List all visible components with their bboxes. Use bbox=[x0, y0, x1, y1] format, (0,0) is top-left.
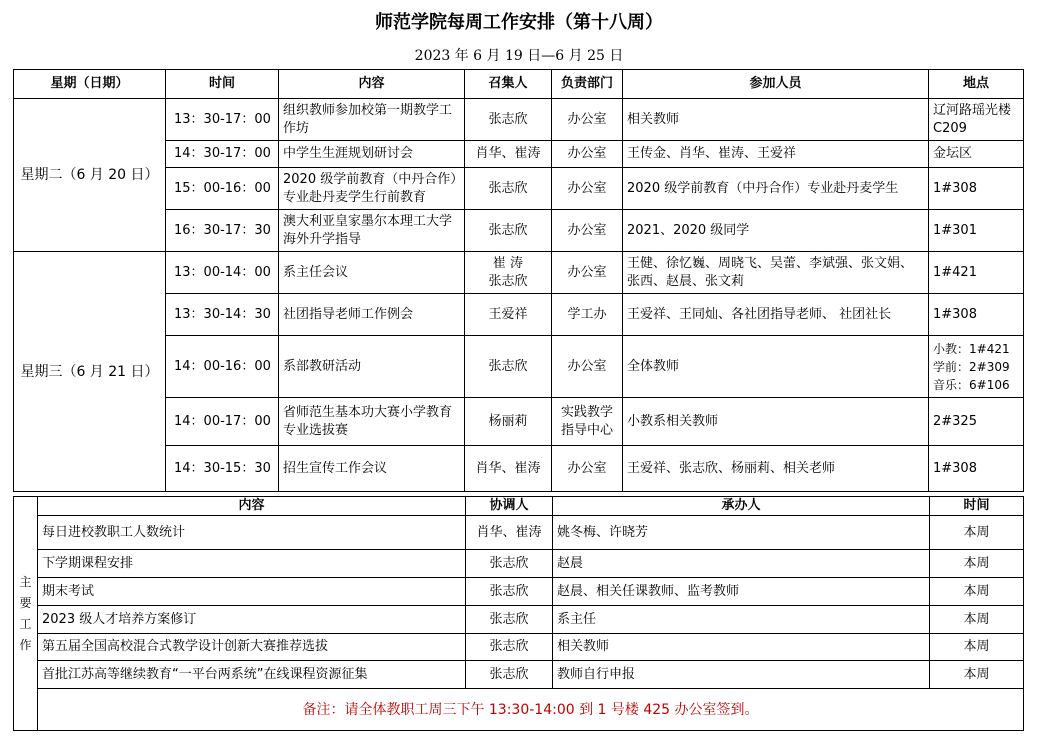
wk-organizer-cell: 教师自行申报 bbox=[553, 661, 930, 689]
content-cell: 澳大利亚皇家墨尔本理工大学海外升学指导 bbox=[279, 210, 465, 252]
convener-cell: 王爱祥 bbox=[465, 294, 552, 336]
time-cell: 13：30-14：30 bbox=[166, 294, 279, 336]
attendees-cell: 王健、徐忆巍、周晓飞、吴蕾、李斌强、张文娟、张西、赵晨、张文莉 bbox=[623, 252, 929, 294]
content-cell: 系部教研活动 bbox=[279, 336, 465, 398]
table-row bbox=[14, 446, 1024, 492]
convener-cell: 肖华、崔涛 bbox=[465, 141, 552, 168]
wk-time-cell: 本周 bbox=[930, 661, 1024, 689]
col-header-convener: 召集人 bbox=[465, 70, 552, 99]
table-row bbox=[14, 661, 1024, 689]
dept-cell: 实践教学指导中心 bbox=[552, 398, 623, 446]
location-cell: 1#308 bbox=[929, 294, 1024, 336]
content-cell: 组织教师参加校第一期教学工作坊 bbox=[279, 99, 465, 141]
attendees-cell: 小教系相关教师 bbox=[623, 398, 929, 446]
content-cell: 省师范生基本功大赛小学教育专业选拔赛 bbox=[279, 398, 465, 446]
wk-organizer-cell: 姚冬梅、许晓芳 bbox=[553, 516, 930, 550]
col-header-day: 星期（日期） bbox=[14, 70, 166, 99]
time-cell: 14：00-17：00 bbox=[166, 398, 279, 446]
wk-organizer-cell: 赵晨、相关任课教师、监考教师 bbox=[553, 578, 930, 606]
wk-coordinator-cell: 张志欣 bbox=[466, 606, 553, 634]
dept-cell: 办公室 bbox=[552, 252, 623, 294]
content-cell: 2020 级学前教育（中丹合作）专业赴丹麦学生行前教育 bbox=[279, 168, 465, 210]
dept-cell: 办公室 bbox=[552, 99, 623, 141]
dept-cell: 办公室 bbox=[552, 168, 623, 210]
wk-coordinator-cell: 张志欣 bbox=[466, 550, 553, 578]
wk-header-content: 内容 bbox=[38, 497, 466, 516]
day-cell: 星期二（6 月 20 日） bbox=[14, 99, 166, 252]
date-range: 2023 年 6 月 19 日—6 月 25 日 bbox=[414, 48, 624, 64]
wk-content-cell: 期末考试 bbox=[38, 578, 466, 606]
dept-cell: 学工办 bbox=[552, 294, 623, 336]
wk-header-coordinator: 协调人 bbox=[466, 497, 553, 516]
wk-organizer-cell: 系主任 bbox=[553, 606, 930, 634]
table-row bbox=[14, 550, 1024, 578]
wk-content-cell: 每日进校教职工人数统计 bbox=[38, 516, 466, 550]
time-cell: 14：30-17：00 bbox=[166, 141, 279, 168]
note-row bbox=[14, 689, 1024, 731]
wk-organizer-cell: 相关教师 bbox=[553, 634, 930, 661]
attendees-cell: 王爱祥、王同灿、各社团指导老师、 社团社长 bbox=[623, 294, 929, 336]
table-row bbox=[14, 516, 1024, 550]
wk-coordinator-cell: 张志欣 bbox=[466, 661, 553, 689]
location-cell: 1#308 bbox=[929, 168, 1024, 210]
wk-organizer-cell: 赵晨 bbox=[553, 550, 930, 578]
schedule-header-row bbox=[14, 70, 1024, 99]
content-cell: 社团指导老师工作例会 bbox=[279, 294, 465, 336]
table-row bbox=[14, 336, 1024, 398]
table-row bbox=[14, 99, 1024, 141]
convener-cell: 张志欣 bbox=[465, 168, 552, 210]
main-work-side-label: 主 要 工 作 bbox=[14, 497, 38, 731]
time-cell: 14：30-15：30 bbox=[166, 446, 279, 492]
page-title: 师范学院每周工作安排（第十八周） bbox=[375, 12, 663, 33]
dept-cell: 办公室 bbox=[552, 141, 623, 168]
note-text: 备注：请全体教职工周三下午 13:30-14:00 到 1 号楼 425 办公室签到。 bbox=[38, 689, 1024, 731]
col-header-attendees: 参加人员 bbox=[623, 70, 929, 99]
table-row bbox=[14, 606, 1024, 634]
location-cell: 1#421 bbox=[929, 252, 1024, 294]
col-header-content: 内容 bbox=[279, 70, 465, 99]
wk-coordinator-cell: 张志欣 bbox=[466, 578, 553, 606]
main-work-header-row bbox=[14, 497, 1024, 516]
table-row bbox=[14, 252, 1024, 294]
col-header-location: 地点 bbox=[929, 70, 1024, 99]
time-cell: 16：30-17：30 bbox=[166, 210, 279, 252]
convener-cell: 肖华、崔涛 bbox=[465, 446, 552, 492]
wk-coordinator-cell: 张志欣 bbox=[466, 634, 553, 661]
dept-cell: 办公室 bbox=[552, 210, 623, 252]
convener-cell: 张志欣 bbox=[465, 99, 552, 141]
main-work-table bbox=[13, 496, 1024, 731]
location-cell: 小教：1#421 学前：2#309 音乐：6#106 bbox=[929, 336, 1024, 398]
wk-header-time: 时间 bbox=[930, 497, 1024, 516]
time-cell: 15：00-16：00 bbox=[166, 168, 279, 210]
dept-cell: 办公室 bbox=[552, 336, 623, 398]
convener-cell: 杨丽莉 bbox=[465, 398, 552, 446]
time-cell: 14：00-16：00 bbox=[166, 336, 279, 398]
wk-time-cell: 本周 bbox=[930, 550, 1024, 578]
schedule-table bbox=[13, 69, 1024, 492]
table-row bbox=[14, 398, 1024, 446]
location-cell: 2#325 bbox=[929, 398, 1024, 446]
day-cell: 星期三（6 月 21 日） bbox=[14, 252, 166, 492]
dept-cell: 办公室 bbox=[552, 446, 623, 492]
col-header-time: 时间 bbox=[166, 70, 279, 99]
convener-cell: 张志欣 bbox=[465, 210, 552, 252]
attendees-cell: 全体教师 bbox=[623, 336, 929, 398]
wk-time-cell: 本周 bbox=[930, 606, 1024, 634]
content-cell: 中学生生涯规划研讨会 bbox=[279, 141, 465, 168]
table-row bbox=[14, 294, 1024, 336]
location-cell: 1#301 bbox=[929, 210, 1024, 252]
wk-content-cell: 第五届全国高校混合式教学设计创新大赛推荐选拔 bbox=[38, 634, 466, 661]
attendees-cell: 2021、2020 级同学 bbox=[623, 210, 929, 252]
wk-content-cell: 下学期课程安排 bbox=[38, 550, 466, 578]
wk-coordinator-cell: 肖华、崔涛 bbox=[466, 516, 553, 550]
wk-time-cell: 本周 bbox=[930, 516, 1024, 550]
table-row bbox=[14, 210, 1024, 252]
convener-cell: 张志欣 bbox=[465, 336, 552, 398]
time-cell: 13：30-17：00 bbox=[166, 99, 279, 141]
table-row bbox=[14, 141, 1024, 168]
attendees-cell: 王传金、肖华、崔涛、王爱祥 bbox=[623, 141, 929, 168]
col-header-dept: 负责部门 bbox=[552, 70, 623, 99]
attendees-cell: 2020 级学前教育（中丹合作）专业赴丹麦学生 bbox=[623, 168, 929, 210]
attendees-cell: 王爱祥、张志欣、杨丽莉、相关老师 bbox=[623, 446, 929, 492]
location-cell: 金坛区 bbox=[929, 141, 1024, 168]
table-row bbox=[14, 578, 1024, 606]
content-cell: 系主任会议 bbox=[279, 252, 465, 294]
table-row bbox=[14, 634, 1024, 661]
wk-header-organizer: 承办人 bbox=[553, 497, 930, 516]
convener-cell: 崔 涛 张志欣 bbox=[465, 252, 552, 294]
wk-time-cell: 本周 bbox=[930, 634, 1024, 661]
time-cell: 13：00-14：00 bbox=[166, 252, 279, 294]
attendees-cell: 相关教师 bbox=[623, 99, 929, 141]
wk-content-cell: 2023 级人才培养方案修订 bbox=[38, 606, 466, 634]
wk-content-cell: 首批江苏高等继续教育“一平台两系统”在线课程资源征集 bbox=[38, 661, 466, 689]
location-cell: 辽河路瑶光楼 C209 bbox=[929, 99, 1024, 141]
location-cell: 1#308 bbox=[929, 446, 1024, 492]
table-row bbox=[14, 168, 1024, 210]
wk-time-cell: 本周 bbox=[930, 578, 1024, 606]
content-cell: 招生宣传工作会议 bbox=[279, 446, 465, 492]
